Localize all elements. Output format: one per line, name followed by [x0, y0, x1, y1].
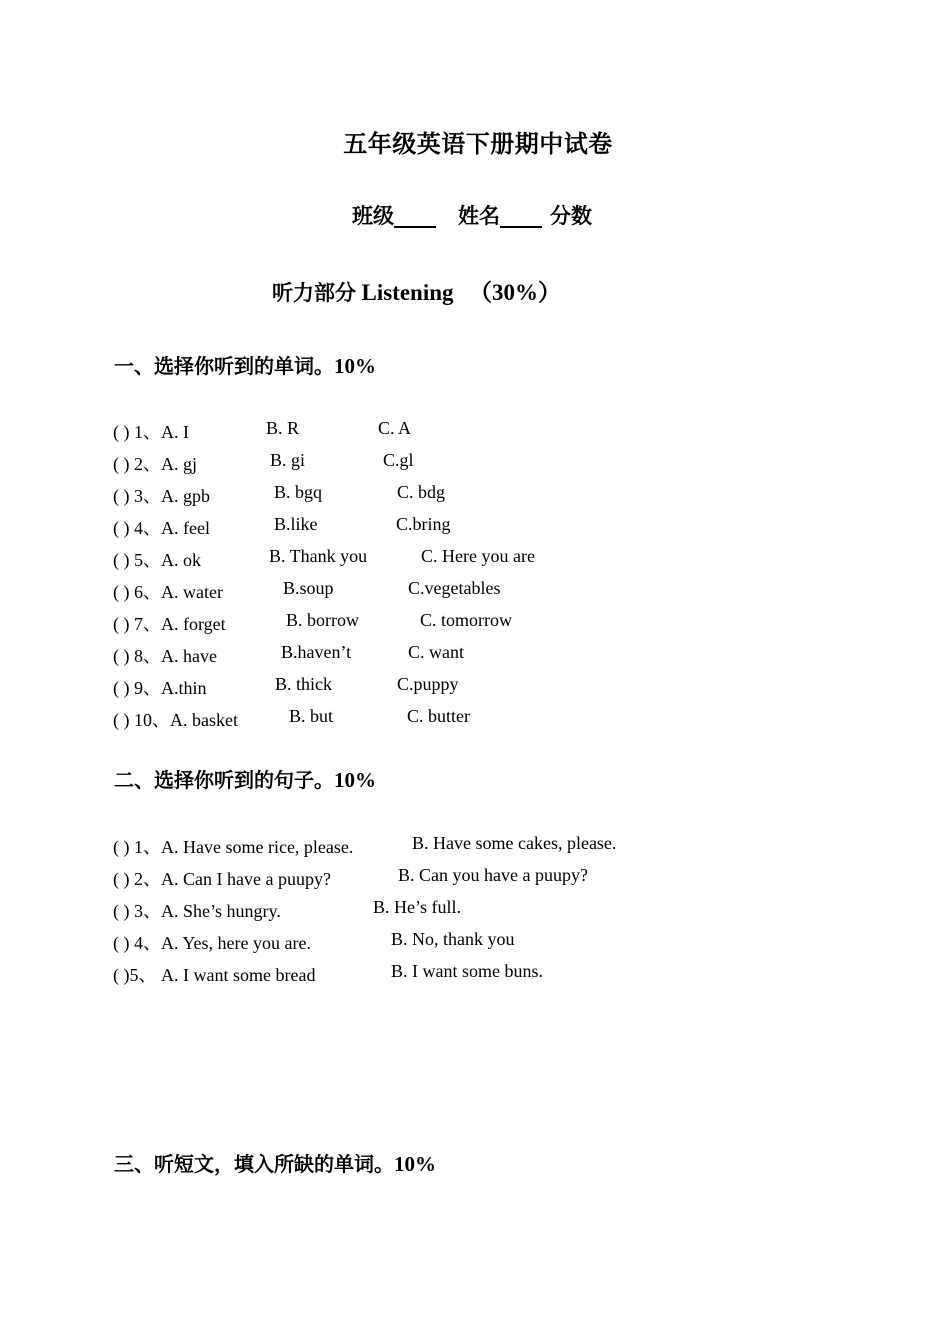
option-b: B.soup — [283, 578, 334, 598]
option-b: B. bgq — [274, 482, 323, 502]
option-b: B. borrow — [286, 610, 359, 630]
option-b: B. but — [289, 706, 334, 726]
question-number-option-a: ( ) 6、A. water — [113, 582, 223, 602]
word-question-row — [113, 514, 813, 538]
sentence-question-row — [113, 897, 813, 921]
option-c: C. bdg — [397, 482, 446, 502]
question-number-option-a: ( ) 8、A. have — [113, 646, 217, 666]
option-b: B.like — [274, 514, 318, 534]
question-number-option-a: ( ) 9、A.thin — [113, 678, 207, 698]
option-b: B. I want some buns. — [391, 961, 543, 981]
option-c: C. want — [408, 642, 464, 662]
option-b: B. R — [266, 418, 300, 438]
option-c: C. Here you are — [421, 546, 535, 566]
option-b: B. He’s full. — [373, 897, 461, 917]
section3-percent: 10% — [394, 1152, 436, 1176]
option-b: B.haven’t — [281, 642, 352, 662]
question-number-option-a: ( ) 4、A. feel — [113, 518, 210, 538]
listening-en-label: Listening — [361, 280, 454, 305]
listening-cn-label: 听力部分 — [272, 281, 356, 305]
student-info-line — [352, 200, 592, 230]
question-number-option-a: ( ) 3、A. She’s hungry. — [113, 901, 281, 921]
section1-heading — [114, 350, 376, 379]
section2-heading — [114, 764, 376, 793]
class-field-label: 班级____ — [352, 204, 436, 228]
question-number-option-a: ( ) 2、A. Can I have a puupy? — [113, 869, 331, 889]
section3-heading — [114, 1148, 436, 1177]
sentence-question-row — [113, 961, 813, 985]
question-number-option-a: ( ) 1、A. I — [113, 422, 189, 442]
option-c: C.puppy — [397, 674, 459, 694]
section1-percent: 10% — [334, 354, 376, 378]
word-question-row — [113, 482, 813, 506]
question-number-option-a: ( ) 3、A. gpb — [113, 486, 210, 506]
question-number-option-a: ( ) 2、A. gj — [113, 454, 197, 474]
word-question-row — [113, 642, 813, 666]
score-field-label: 分数 — [550, 204, 592, 228]
question-number-option-a: ( ) 1、A. Have some rice, please. — [113, 837, 354, 857]
sentence-question-row — [113, 865, 813, 889]
option-c: C.vegetables — [408, 578, 501, 598]
word-question-row — [113, 418, 813, 442]
sentence-question-row — [113, 833, 813, 857]
question-number-option-a: ( )5、 A. I want some bread — [113, 965, 316, 985]
word-question-row — [113, 674, 813, 698]
listening-part-heading — [272, 274, 561, 307]
word-question-row — [113, 450, 813, 474]
exam-title: 五年级英语下册期中试卷 — [343, 130, 613, 158]
name-field-label: 姓名____ — [458, 204, 542, 228]
word-question-row — [113, 610, 813, 634]
option-b: B. Can you have a puupy? — [398, 865, 588, 885]
question-number-option-a: ( ) 7、A. forget — [113, 614, 226, 634]
option-b: B. thick — [275, 674, 332, 694]
word-question-row — [113, 706, 813, 730]
section2-percent: 10% — [334, 768, 376, 792]
question-number-option-a: ( ) 4、A. Yes, here you are. — [113, 933, 311, 953]
section1-heading-text: 一、选择你听到的单词。 — [114, 354, 334, 378]
option-b: B. Thank you — [269, 546, 368, 566]
option-c: C.bring — [396, 514, 451, 534]
option-c: C.gl — [383, 450, 414, 470]
option-b: B. No, thank you — [391, 929, 515, 949]
sentence-question-row — [113, 929, 813, 953]
question-number-option-a: ( ) 5、A. ok — [113, 550, 201, 570]
word-question-row — [113, 578, 813, 602]
section3-heading-text: 三、听短文，填入所缺的单词。 — [114, 1152, 394, 1176]
option-c: C. butter — [407, 706, 470, 726]
word-question-row — [113, 546, 813, 570]
question-number-option-a: ( ) 10、A. basket — [113, 710, 238, 730]
option-c: C. A — [378, 418, 412, 438]
section2-heading-text: 二、选择你听到的句子。 — [114, 768, 334, 792]
option-c: C. tomorrow — [420, 610, 512, 630]
option-b: B. Have some cakes, please. — [412, 833, 617, 853]
option-b: B. gi — [270, 450, 306, 470]
listening-percent: （30%） — [469, 280, 562, 305]
